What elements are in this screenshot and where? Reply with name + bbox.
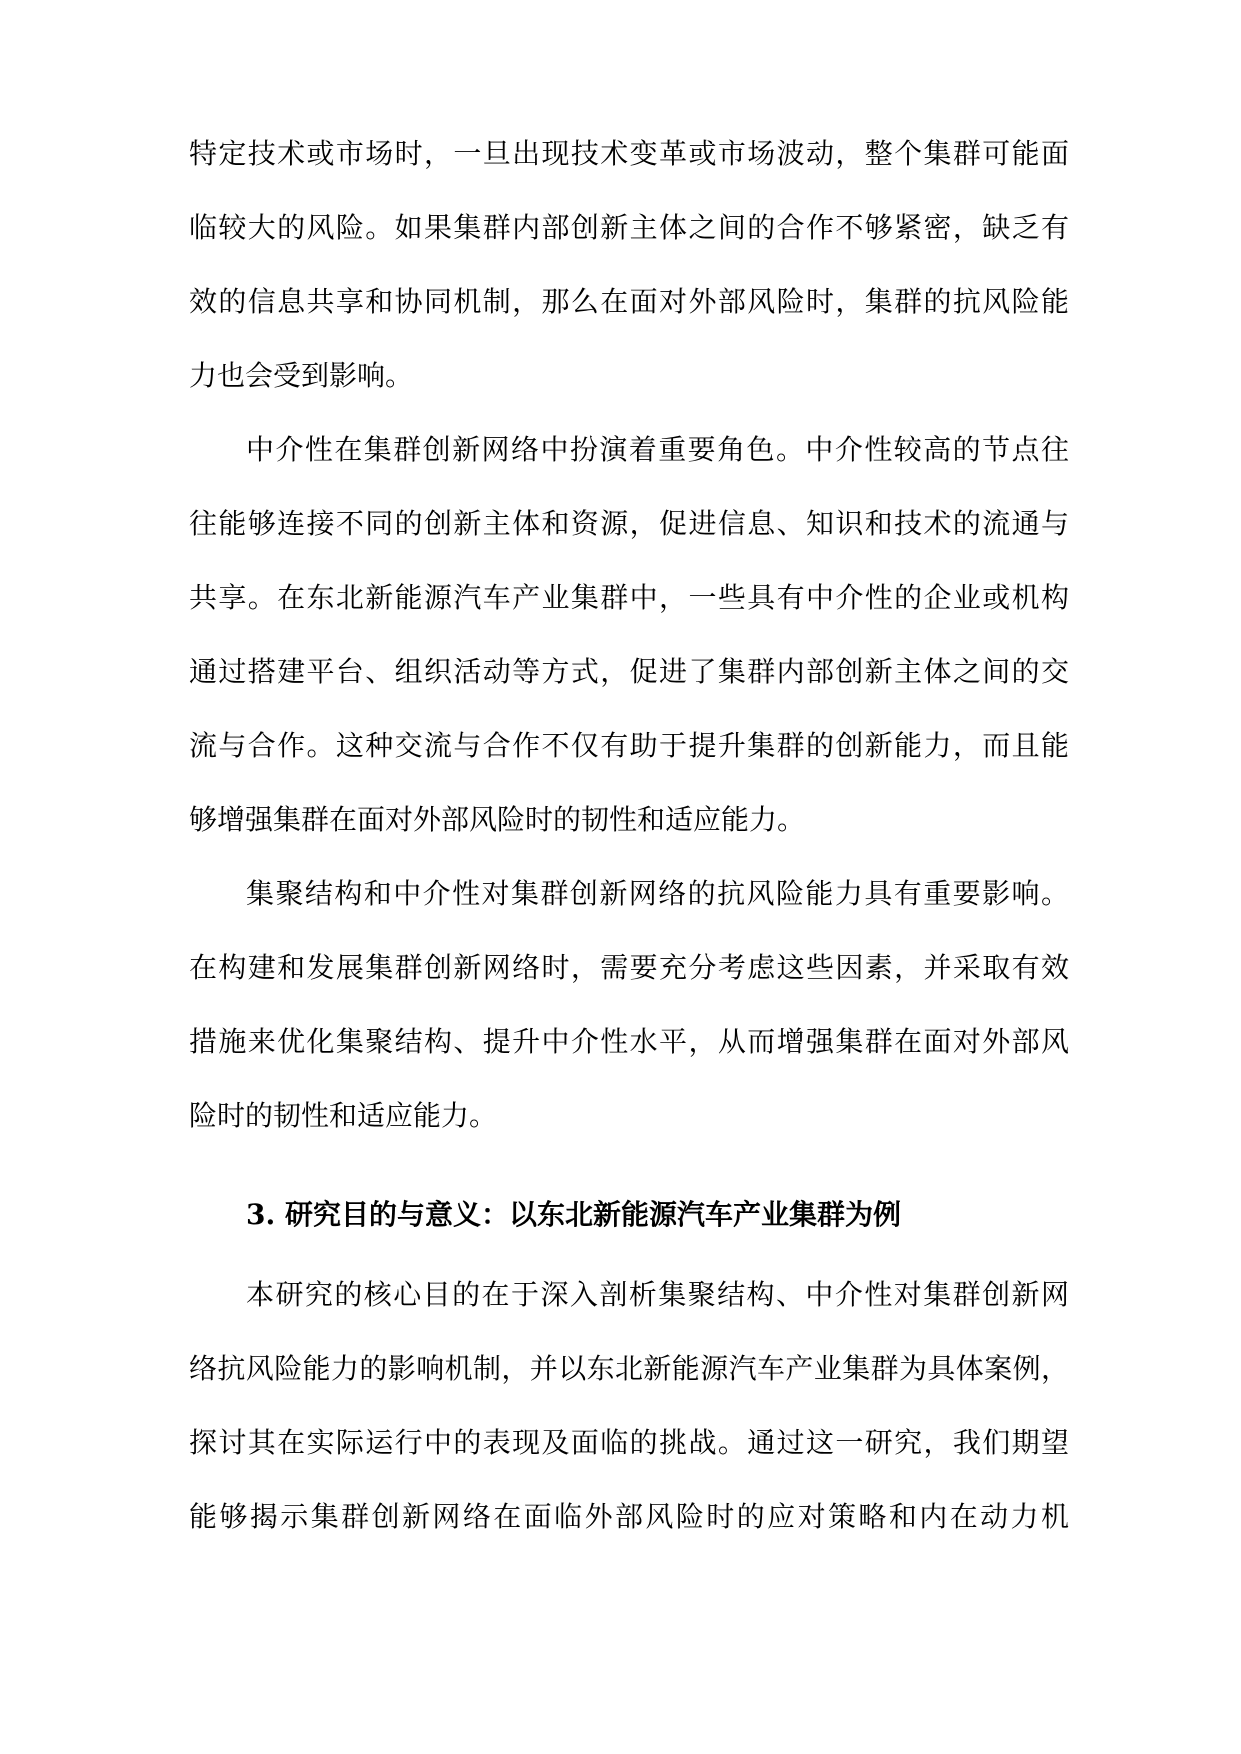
paragraph-2-line-4: 通过搭建平台、组织活动等方式，促进了集群内部创新主体之间的交 [189,655,1069,688]
paragraph-4-line-1: 本研究的核心目的在于深入剖析集聚结构、中介性对集群创新网 [246,1278,1069,1311]
section-heading: 3. 研究目的与意义：以东北新能源汽车产业集群为例 [246,1198,901,1231]
paragraph-4-line-4: 能够揭示集群创新网络在面临外部风险时的应对策略和内在动力机 [189,1500,1069,1533]
paragraph-4-line-2: 络抗风险能力的影响机制，并以东北新能源汽车产业集群为具体案例， [189,1352,1069,1385]
paragraph-1-line-4: 力也会受到影响。 [189,359,414,392]
paragraph-2-line-1: 中介性在集群创新网络中扮演着重要角色。中介性较高的节点往 [246,433,1069,466]
paragraph-3-line-1: 集聚结构和中介性对集群创新网络的抗风险能力具有重要影响。 [246,877,1069,910]
paragraph-3-line-4: 险时的韧性和适应能力。 [189,1099,498,1132]
paragraph-1-line-1: 特定技术或市场时，一旦出现技术变革或市场波动，整个集群可能面 [189,137,1069,170]
paragraph-3-line-2: 在构建和发展集群创新网络时，需要充分考虑这些因素，并采取有效 [189,951,1069,984]
paragraph-1-line-2: 临较大的风险。如果集群内部创新主体之间的合作不够紧密，缺乏有 [189,211,1069,244]
paragraph-2-line-2: 往能够连接不同的创新主体和资源，促进信息、知识和技术的流通与 [189,507,1069,540]
paragraph-3-line-3: 措施来优化集聚结构、提升中介性水平，从而增强集群在面对外部风 [189,1025,1069,1058]
paragraph-4-line-3: 探讨其在实际运行中的表现及面临的挑战。通过这一研究，我们期望 [189,1426,1069,1459]
paragraph-2-line-6: 够增强集群在面对外部风险时的韧性和适应能力。 [189,803,806,836]
paragraph-2-line-5: 流与合作。这种交流与合作不仅有助于提升集群的创新能力，而且能 [189,729,1069,762]
paragraph-1-line-3: 效的信息共享和协同机制，那么在面对外部风险时，集群的抗风险能 [189,285,1069,318]
paragraph-2-line-3: 共享。在东北新能源汽车产业集群中，一些具有中介性的企业或机构 [189,581,1069,614]
